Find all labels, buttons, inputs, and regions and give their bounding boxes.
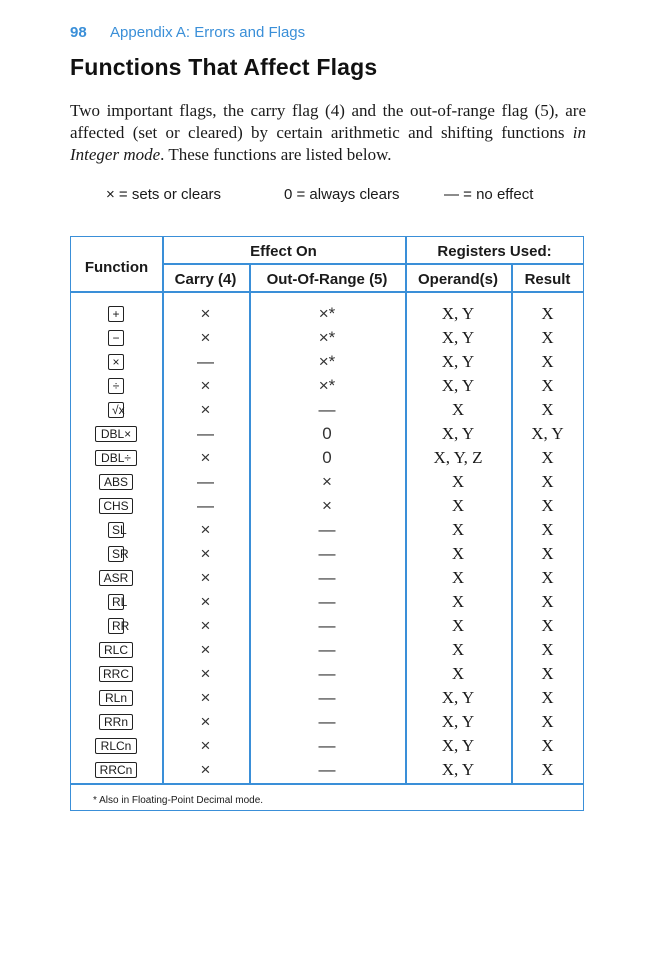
- carry-cell: —: [197, 352, 214, 371]
- out-of-range-cell: ×*: [318, 328, 336, 347]
- operands-cell: X: [451, 640, 465, 659]
- out-of-range-cell: ×*: [318, 352, 336, 371]
- operands-cell: X, Y: [441, 688, 475, 707]
- header-out-of-range: Out-Of-Range (5): [266, 271, 388, 288]
- table-row: [71, 686, 585, 710]
- header-operands: Operand(s): [417, 271, 498, 288]
- operands-cell: X: [451, 520, 465, 539]
- table-row: [71, 734, 585, 758]
- table-row: [71, 590, 585, 614]
- legend-always-clears: 0 = always clears: [284, 186, 400, 203]
- function-key: +: [108, 306, 124, 322]
- out-of-range-cell: ×: [322, 496, 332, 515]
- operands-cell: X: [451, 472, 465, 491]
- section-title: Appendix A: Errors and Flags: [110, 24, 306, 41]
- operands-cell: X: [451, 544, 465, 563]
- out-of-range-cell: 0: [322, 424, 332, 443]
- result-cell: X: [541, 304, 554, 323]
- function-key: RLCn: [95, 738, 137, 754]
- function-key: RRn: [99, 714, 133, 730]
- result-cell: X: [541, 664, 554, 683]
- result-cell: X: [541, 568, 554, 587]
- carry-cell: ×: [200, 568, 211, 587]
- carry-cell: ×: [200, 616, 211, 635]
- carry-cell: ×: [200, 304, 211, 323]
- intro-emphasis: in Integer mode: [70, 123, 586, 164]
- intro-text-end: . These functions are listed below.: [160, 145, 392, 164]
- result-cell: X, Y: [531, 424, 564, 443]
- operands-cell: X, Y: [441, 304, 475, 323]
- operands-cell: X, Y: [441, 760, 475, 779]
- operands-cell: X, Y: [441, 424, 475, 443]
- table-row: [71, 350, 585, 374]
- carry-cell: ×: [200, 328, 211, 347]
- result-cell: X: [541, 328, 554, 347]
- table-row: [71, 422, 585, 446]
- operands-cell: X: [451, 664, 465, 683]
- result-cell: X: [541, 712, 554, 731]
- out-of-range-cell: ×*: [318, 376, 336, 395]
- divider: [71, 783, 584, 785]
- page-header: [70, 24, 305, 41]
- function-key: CHS: [99, 498, 133, 514]
- header-function: Function: [84, 259, 149, 276]
- carry-cell: ×: [200, 544, 211, 563]
- out-of-range-cell: —: [318, 568, 336, 587]
- carry-cell: ×: [200, 400, 211, 419]
- out-of-range-cell: —: [318, 400, 336, 419]
- carry-cell: ×: [200, 664, 211, 683]
- result-cell: X: [541, 472, 554, 491]
- footnote: * Also in Floating-Point Decimal mode.: [93, 795, 264, 806]
- function-key: √x: [108, 402, 124, 418]
- function-key: RL: [108, 594, 124, 610]
- out-of-range-cell: ×*: [318, 304, 336, 323]
- carry-cell: —: [197, 424, 214, 443]
- result-cell: X: [541, 448, 554, 467]
- operands-cell: X: [451, 568, 465, 587]
- out-of-range-cell: —: [318, 712, 336, 731]
- table-row: [71, 398, 585, 422]
- carry-cell: ×: [200, 736, 211, 755]
- legend-no-effect: — = no effect: [444, 186, 534, 203]
- operands-cell: X: [451, 592, 465, 611]
- out-of-range-cell: —: [318, 592, 336, 611]
- result-cell: X: [541, 400, 554, 419]
- intro-text: Two important flags, the carry flag (4) and the out-of-range flag (5), are affected (set or cleared) by certain arithmetic and shifting functions: [70, 101, 586, 142]
- function-key: ÷: [108, 378, 124, 394]
- result-cell: X: [541, 688, 554, 707]
- carry-cell: —: [197, 472, 214, 491]
- carry-cell: ×: [200, 688, 211, 707]
- carry-cell: ×: [200, 712, 211, 731]
- out-of-range-cell: —: [318, 544, 336, 563]
- operands-cell: X, Y, Z: [433, 448, 483, 467]
- table-row: [71, 542, 585, 566]
- result-cell: X: [541, 640, 554, 659]
- header-carry: Carry (4): [174, 271, 237, 288]
- table-row: [71, 758, 585, 782]
- flags-table: [70, 236, 584, 811]
- result-cell: X: [541, 736, 554, 755]
- out-of-range-cell: 0: [322, 448, 332, 467]
- page-title: Functions That Affect Flags: [70, 54, 378, 80]
- function-key: RLn: [99, 690, 133, 706]
- result-cell: X: [541, 544, 554, 563]
- function-key: DBL÷: [95, 450, 137, 466]
- out-of-range-cell: —: [318, 616, 336, 635]
- table-row: [71, 518, 585, 542]
- function-key: RRCn: [95, 762, 137, 778]
- result-cell: X: [541, 352, 554, 371]
- carry-cell: ×: [200, 376, 211, 395]
- carry-cell: —: [197, 496, 214, 515]
- operands-cell: X: [451, 616, 465, 635]
- header-result: Result: [524, 271, 571, 288]
- carry-cell: ×: [200, 640, 211, 659]
- function-key: SR: [108, 546, 124, 562]
- table-row: [71, 446, 585, 470]
- function-key: −: [108, 330, 124, 346]
- table-row: [71, 614, 585, 638]
- table-row: [71, 374, 585, 398]
- operands-cell: X: [451, 400, 465, 419]
- operands-cell: X, Y: [441, 352, 475, 371]
- table-row: [71, 566, 585, 590]
- out-of-range-cell: ×: [322, 472, 332, 491]
- function-key: RR: [108, 618, 124, 634]
- operands-cell: X, Y: [441, 736, 475, 755]
- result-cell: X: [541, 376, 554, 395]
- table-row: [71, 662, 585, 686]
- result-cell: X: [541, 760, 554, 779]
- out-of-range-cell: —: [318, 520, 336, 539]
- carry-cell: ×: [200, 760, 211, 779]
- header-effect-on: Effect On: [250, 243, 317, 260]
- carry-cell: ×: [200, 448, 211, 467]
- divider: [162, 263, 584, 265]
- out-of-range-cell: —: [318, 760, 336, 779]
- operands-cell: X, Y: [441, 328, 475, 347]
- table-row: [71, 710, 585, 734]
- out-of-range-cell: —: [318, 664, 336, 683]
- out-of-range-cell: —: [318, 736, 336, 755]
- table-row: [71, 470, 585, 494]
- carry-cell: ×: [200, 520, 211, 539]
- operands-cell: X, Y: [441, 376, 475, 395]
- header-registers-used: Registers Used:: [437, 243, 552, 260]
- function-key: ASR: [99, 570, 133, 586]
- function-key: ABS: [99, 474, 133, 490]
- result-cell: X: [541, 520, 554, 539]
- result-cell: X: [541, 592, 554, 611]
- function-key: ×: [108, 354, 124, 370]
- operands-cell: X: [451, 496, 465, 515]
- table-row: [71, 638, 585, 662]
- result-cell: X: [541, 616, 554, 635]
- table-row: [71, 494, 585, 518]
- page-number: 98: [70, 24, 87, 41]
- table-row: [71, 326, 585, 350]
- legend-sets-or-clears: × = sets or clears: [106, 186, 222, 203]
- function-key: RLC: [99, 642, 133, 658]
- result-cell: X: [541, 496, 554, 515]
- operands-cell: X, Y: [441, 712, 475, 731]
- carry-cell: ×: [200, 592, 211, 611]
- table-row: [71, 302, 585, 326]
- divider: [71, 291, 584, 293]
- out-of-range-cell: —: [318, 688, 336, 707]
- intro-paragraph: [70, 100, 586, 166]
- function-key: SL: [108, 522, 124, 538]
- function-key: RRC: [99, 666, 133, 682]
- out-of-range-cell: —: [318, 640, 336, 659]
- function-key: DBL×: [95, 426, 137, 442]
